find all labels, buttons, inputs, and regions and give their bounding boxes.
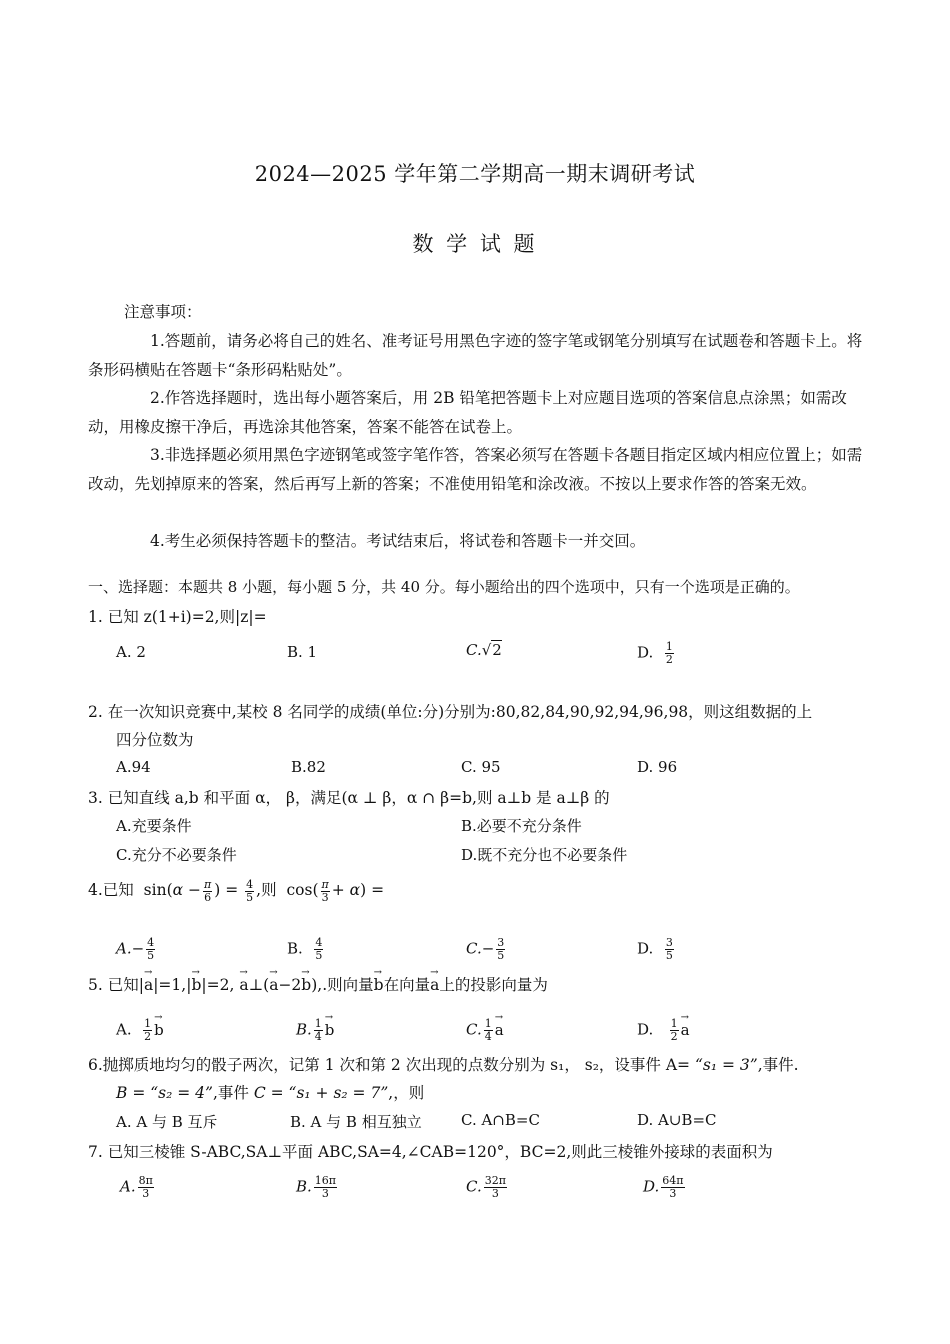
notice-item-3: 3.非选择题必须用黑色字迹钢笔或签字笔作答，答案必须写在答题卡各题目指定区域内相应位置上；如需改动，先划掉原来的答案，然后再写上新的答案；不准使用铅笔和涂改液。不按以上要求作答的答案无效。 (88, 446, 863, 493)
q3-option-d: D.既不充分也不必要条件 (461, 846, 628, 864)
q2-option-a: A.94 (116, 758, 151, 776)
q6-option-a: A. A 与 B 互斥 (116, 1113, 218, 1131)
q6-option-c: C. A∩B=C (461, 1111, 540, 1129)
subject-title: 数 学 试 题 (412, 232, 538, 256)
q4-stem: 4.已知 sin(α − $\frac{\pi}{6}$ ) = $\frac{4}{5}$ ,则 cos( $\frac{\pi}{3}$ + α) = (88, 877, 385, 904)
exam-title: 2024—2025 学年第二学期高一期末调研考试 (254, 162, 696, 186)
q7-option-b: B. $\frac{16\pi}{3}$ (296, 1174, 337, 1200)
q4-option-c: C.− $\frac{3}{5}$ (466, 936, 505, 962)
q1-option-c: C.√2 (466, 641, 502, 659)
q7-option-a: A. $\frac{8\pi}{3}$ (120, 1174, 153, 1200)
notice-item-1: 1.答题前，请务必将自己的姓名、准考证号用黑色字迹的签字笔或钢笔分别填写在试题卷和答题卡上。将条形码横贴在答题卡“条形码粘贴处”。 (88, 332, 863, 379)
q7-option-c: C. $\frac{32\pi}{3}$ (466, 1174, 506, 1200)
notice-heading: 注意事项： (124, 303, 202, 321)
section-heading: 一、选择题：本题共 8 小题，每小题 5 分，共 40 分。每小题给出的四个选项中，只有一个选项是正确的。 (88, 578, 800, 596)
q3-option-a: A.充要条件 (116, 817, 192, 835)
q7-stem: 7. 已知三棱锥 S-ABC,SA⊥平面 ABC,SA=4,∠CAB=120°，BC=2,则此三棱锥外接球的表面积为 (88, 1143, 773, 1161)
q7-option-d: D. $\frac{64\pi}{3}$ (643, 1174, 684, 1200)
q2-option-b: B.82 (291, 758, 326, 776)
q2-option-c: C. 95 (461, 758, 501, 776)
q6-stem-line1: 6.抛掷质地均匀的骰子两次，记第 1 次和第 2 次出现的点数分别为 s₁， s₂，设事件 A= “s₁ = 3”,事件. (88, 1056, 799, 1074)
notice-item-2: 2.作答选择题时，选出每小题答案后，用 2B 铅笔把答题卡上对应题目选项的答案信息点涂黑；如需改动，用橡皮擦干净后，再选涂其他答案，答案不能答在试卷上。 (88, 389, 847, 436)
q3-option-c: C.充分不必要条件 (116, 846, 237, 864)
q6-option-b: B. A 与 B 相互独立 (290, 1113, 422, 1131)
q3-option-b: B.必要不充分条件 (461, 817, 582, 835)
q1-stem: 1. 已知 z(1+i)=2,则|z|= (88, 608, 267, 626)
q6-stem-line2: B = “s₂ = 4”,事件 C = “s₁ + s₂ = 7”,，则 (116, 1084, 425, 1102)
q4-option-d: D. $\frac{3}{5}$ (637, 936, 673, 962)
q5-option-d: D. $\frac{1}{2}$ → a (637, 1018, 690, 1043)
q1-option-a: A. 2 (116, 643, 146, 661)
q4-option-a: A.− $\frac{4}{5}$ (116, 936, 155, 962)
q5-stem: 5. 已知|→ a|=1,|→ b|=2, → a⊥(→ a−2→ b),.则向量→ b在向量→ a上的投影向量为 (88, 973, 548, 995)
q5-option-b: B. $\frac{1}{4}$ → b (296, 1018, 334, 1043)
q6-option-d: D. A∪B=C (637, 1111, 717, 1129)
q4-option-b: B. $\frac{4}{5}$ (287, 936, 323, 962)
q1-option-d: D. $\frac{1}{2}$ (637, 640, 673, 666)
q2-stem-line2: 四分位数为 (116, 731, 194, 749)
notice-item-4: 4.考生必须保持答题卡的整洁。考试结束后，将试卷和答题卡一并交回。 (150, 532, 646, 550)
q2-stem-line1: 2. 在一次知识竞赛中,某校 8 名同学的成绩(单位:分)分别为:80,82,84,90,92,94,96,98，则这组数据的上 (88, 703, 813, 721)
q5-option-a: A. $\frac{1}{2}$ → b (116, 1018, 164, 1043)
q3-stem: 3. 已知直线 a,b 和平面 α， β，满足(α ⊥ β，α ∩ β=b,则 a⊥b 是 a⊥β 的 (88, 789, 610, 807)
q2-option-d: D. 96 (637, 758, 678, 776)
q1-option-b: B. 1 (287, 643, 318, 661)
q5-option-c: C. $\frac{1}{4}$ → a (466, 1018, 504, 1043)
